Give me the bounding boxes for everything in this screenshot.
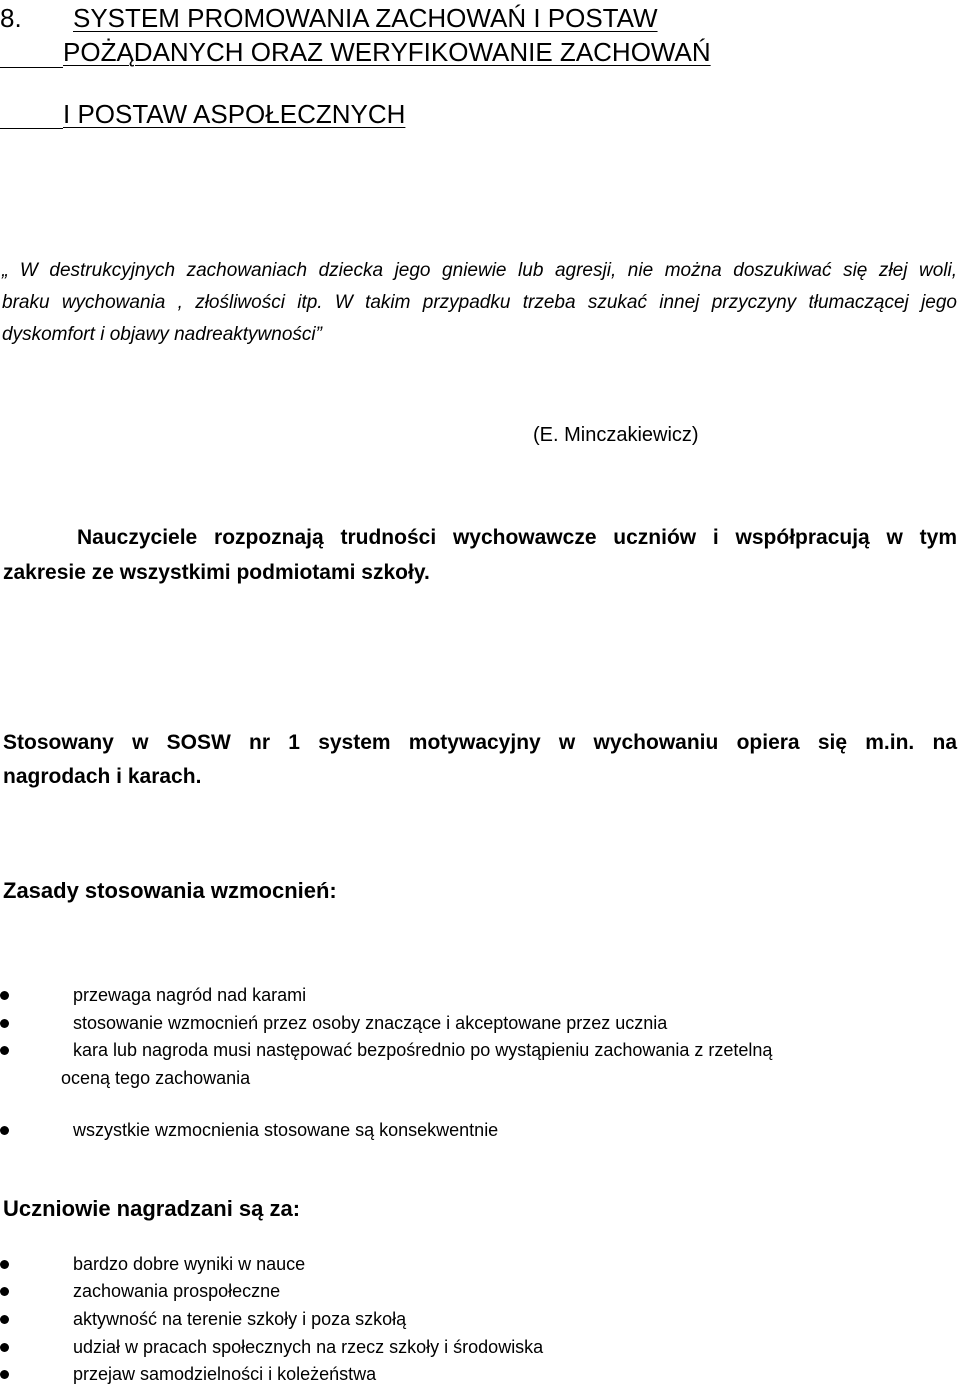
para1-line-1: Nauczyciele rozpoznają trudności wychowawcze uczniów i współpracują w tym bbox=[77, 526, 957, 549]
para2-line-2: nagrodach i karach. bbox=[3, 765, 202, 788]
bullet-icon bbox=[0, 1315, 9, 1324]
heading-line-1: SYSTEM PROMOWANIA ZACHOWAŃ I POSTAW bbox=[73, 3, 658, 33]
list-item: przewaga nagród nad karami bbox=[73, 985, 307, 1005]
list-item-continuation: oceną tego zachowania bbox=[61, 1068, 251, 1088]
quote-author: (E. Minczakiewicz) bbox=[533, 424, 699, 446]
para2-line-1: Stosowany w SOSW nr 1 system motywacyjny w wychowaniu opiera się m.in. na bbox=[3, 731, 957, 754]
heading-rule-left-2 bbox=[0, 128, 63, 129]
list-item: zachowania prospołeczne bbox=[73, 1281, 281, 1301]
rewards-title: Uczniowie nagradzani są za: bbox=[3, 1196, 301, 1221]
heading-rule-left bbox=[0, 67, 63, 68]
bullet-icon bbox=[0, 1126, 9, 1135]
list-item: wszystkie wzmocnienia stosowane są konsekwentnie bbox=[73, 1120, 499, 1140]
bullet-icon bbox=[0, 1260, 9, 1269]
list-item: udział w pracach społecznych na rzecz szkoły i środowiska bbox=[73, 1337, 544, 1357]
heading-line-3: I POSTAW ASPOŁECZNYCH bbox=[63, 99, 406, 129]
bullet-icon bbox=[0, 991, 9, 1000]
bullet-icon bbox=[0, 1370, 9, 1379]
quote-line-1: „ W destrukcyjnych zachowaniach dziecka jego gniewie lub agresji, nie można doszukiwać się złej woli, bbox=[2, 260, 957, 281]
quote-line-3: dyskomfort i objawy nadreaktywności” bbox=[2, 324, 322, 345]
list-item: kara lub nagroda musi następować bezpośrednio po wystąpieniu zachowania z rzetelną bbox=[73, 1040, 773, 1060]
list-item: aktywność na terenie szkoły i poza szkołą bbox=[73, 1309, 407, 1329]
rules-title: Zasady stosowania wzmocnień: bbox=[3, 878, 337, 903]
list-item: stosowanie wzmocnień przez osoby znaczące i akceptowane przez ucznia bbox=[73, 1013, 668, 1033]
list-item: bardzo dobre wyniki w nauce bbox=[73, 1254, 306, 1274]
para1-line-2: zakresie ze wszystkimi podmiotami szkoły. bbox=[3, 561, 430, 584]
bullet-icon bbox=[0, 1287, 9, 1296]
quote-line-2: braku wychowania , złośliwości itp. W takim przypadku trzeba szukać innej przyczyny tłumaczącej jego bbox=[2, 292, 957, 313]
list-item: przejaw samodzielności i koleżeństwa bbox=[73, 1364, 377, 1384]
bullet-icon bbox=[0, 1343, 9, 1352]
heading-line-2: POŻĄDANYCH ORAZ WERYFIKOWANIE ZACHOWAŃ bbox=[63, 37, 711, 67]
bullet-icon bbox=[0, 1046, 9, 1055]
section-number: 8. bbox=[0, 3, 22, 33]
bullet-icon bbox=[0, 1019, 9, 1028]
